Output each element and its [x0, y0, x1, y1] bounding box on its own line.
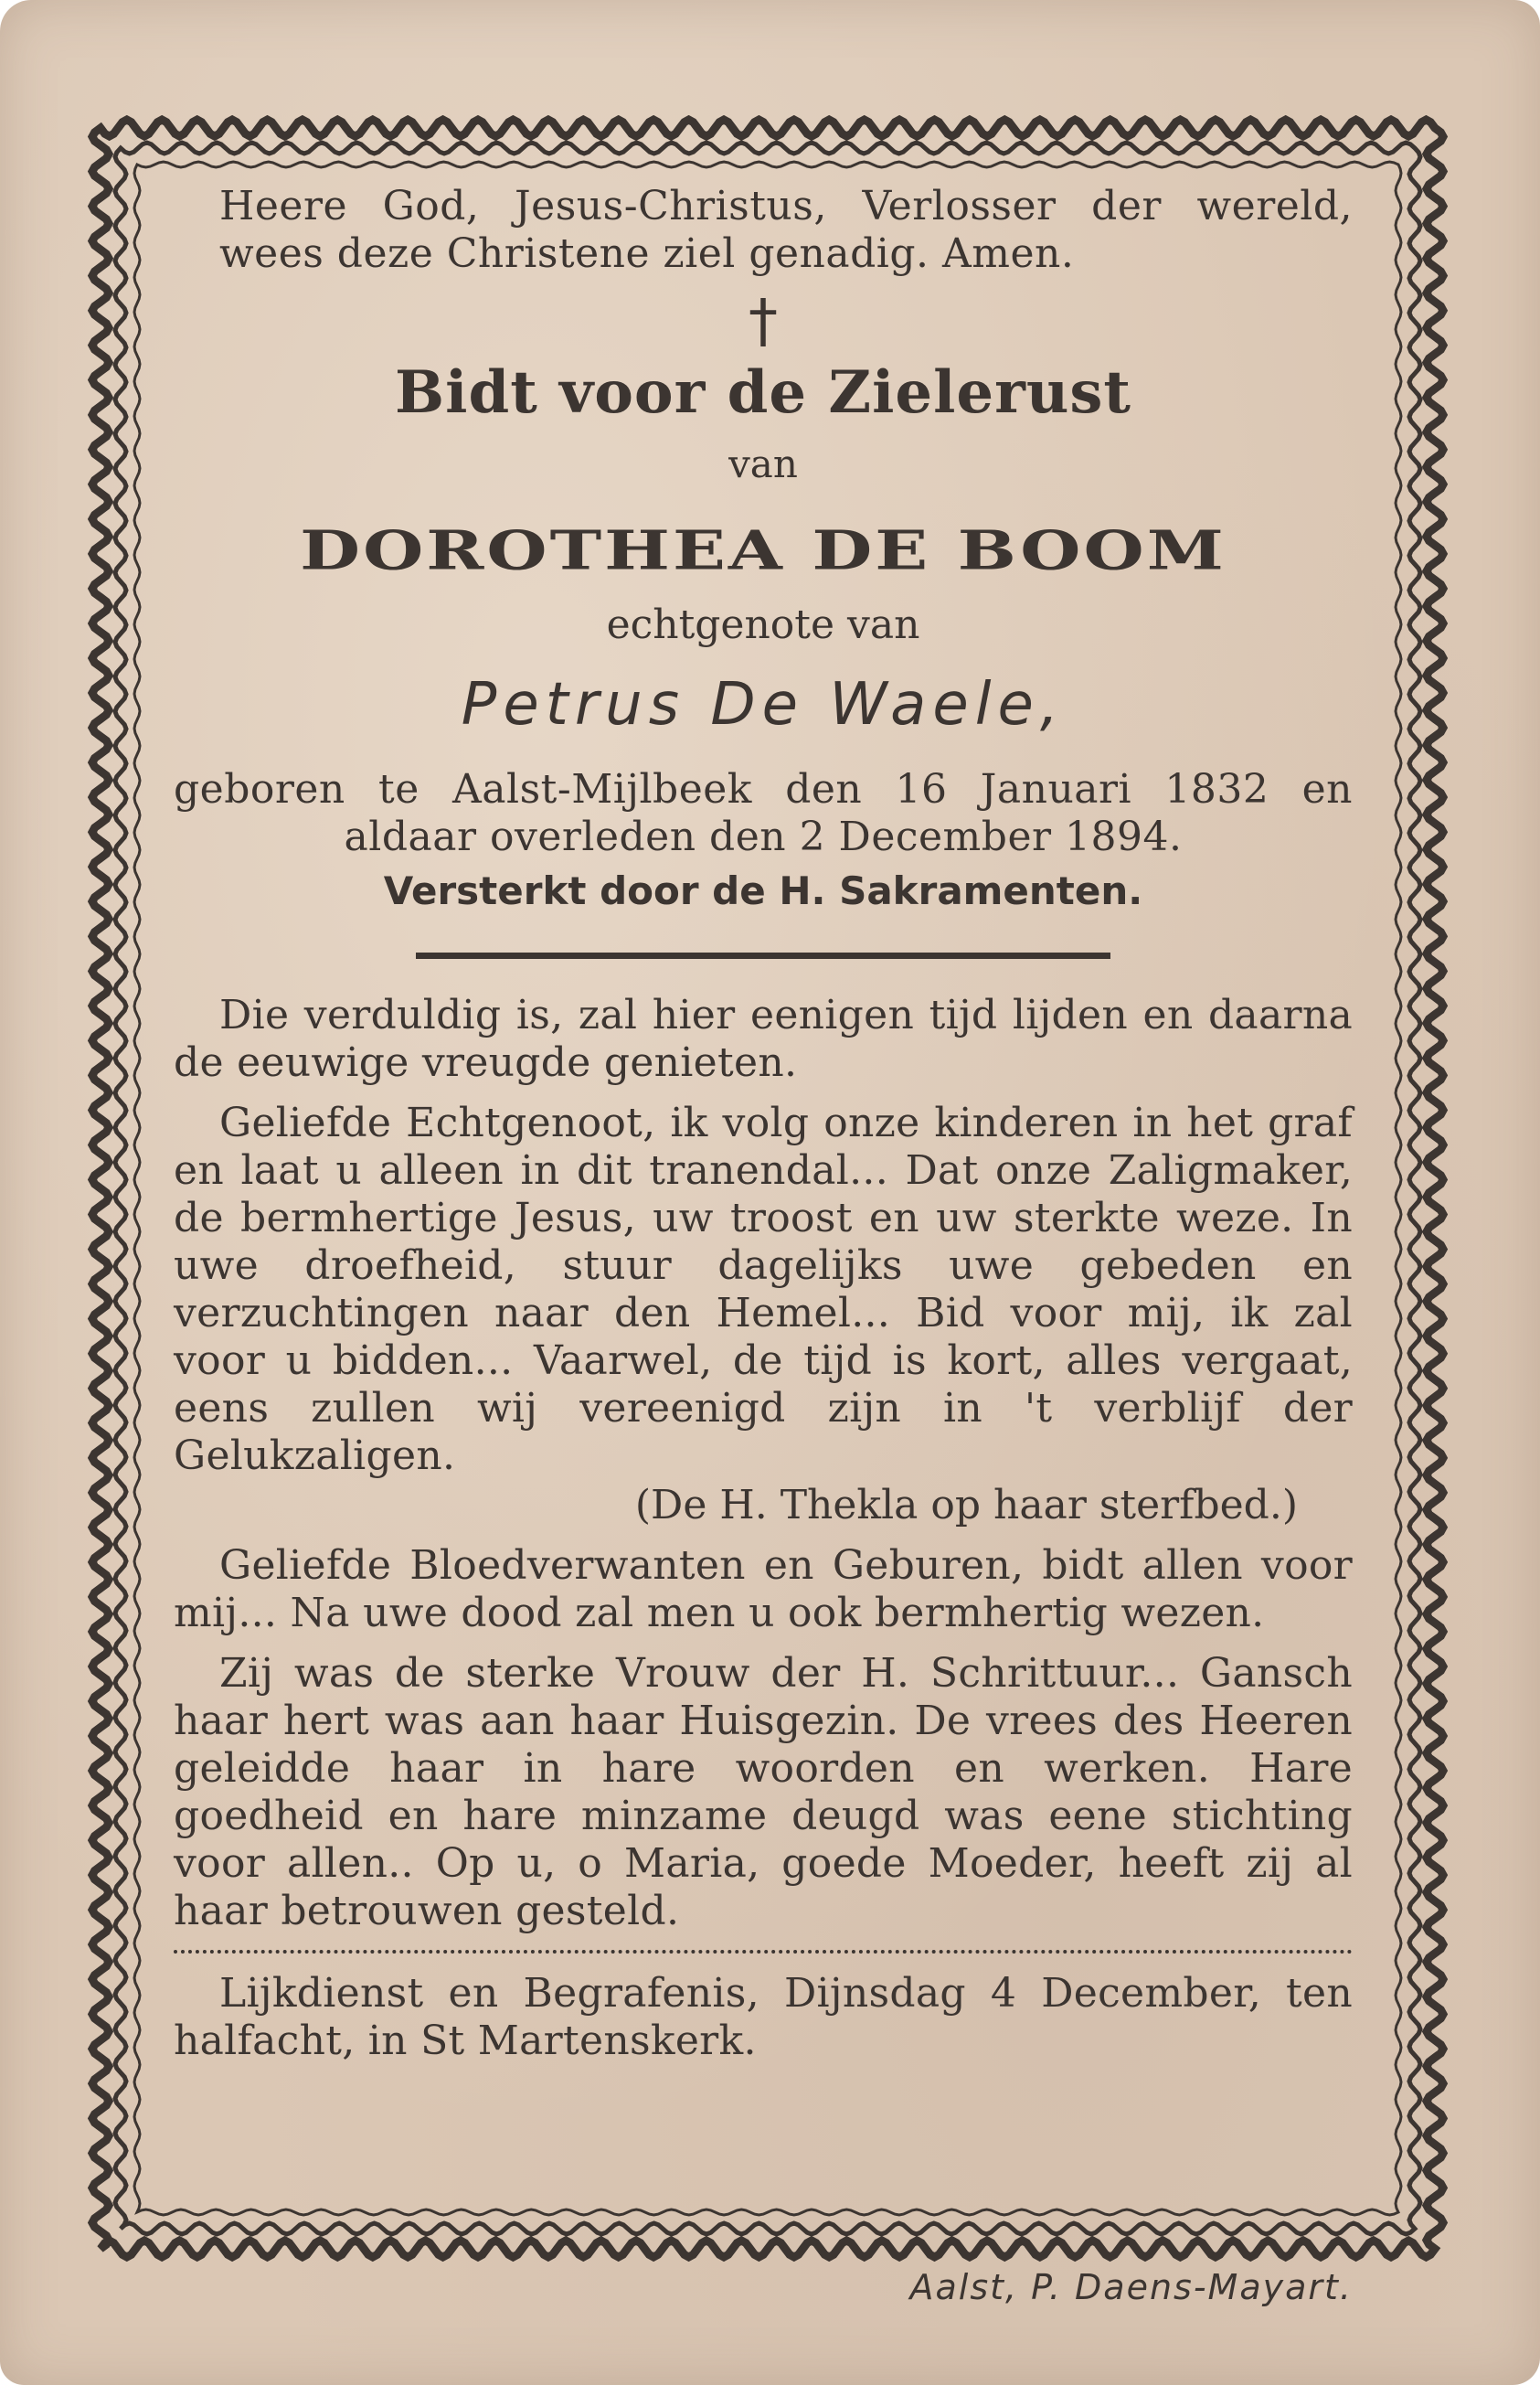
paragraph: Die verduldig is, zal hier eenigen tijd lijden en daarna de eeuwige vreugde genieten. — [174, 992, 1353, 1086]
opening-prayer: Heere God, Jesus-Christus, Verlosser der wereld, wees deze Christene ziel genadig. Amen. — [219, 183, 1353, 277]
attribution: (De H. Thekla op haar sterfbed.) — [634, 1482, 1298, 1528]
birth-death-text: geboren te Aalst-Mijlbeek den 16 Januari 1832 en aldaar overleden den 2 December 1894. — [174, 766, 1353, 860]
paragraph: Geliefde Echtgenoot, ik volg onze kinderen in het graf en laat u alleen in dit tranendal... Dat onze Zaligmaker, de bermhertige Jesus, uw troost en uw sterkte weze. In uwe droefheid, stuur dagelijks uwe gebeden en verzuchtingen naar den Hemel... Bid voor mij, ik zal voor u bidden... Vaarwel, de tijd is kort, alles vergaat, eens zullen wij vereenigd zijn in 't verblijf der Gelukzaligen. — [174, 1100, 1353, 1479]
card-content — [174, 183, 1353, 2078]
funeral-notice: Lijkdienst en Begrafenis, Dijnsdag 4 December, ten halfacht, in St Martenskerk. — [174, 1970, 1353, 2064]
spouse-name: Petrus De Waele, — [461, 671, 1066, 739]
paragraph: Geliefde Bloedverwanten en Geburen, bidt allen voor mij... Na uwe dood zal men u ook bermhertig wezen. — [174, 1542, 1353, 1636]
page-title: Bidt voor de Zielerust — [395, 358, 1131, 427]
deceased-name: DOROTHEA DE BOOM — [300, 517, 1227, 582]
dotted-divider — [174, 1950, 1353, 1954]
divider-rule — [416, 953, 1110, 959]
printer-imprint: Aalst, P. Daens-Mayart. — [909, 2267, 1353, 2307]
paragraph: Zij was de sterke Vrouw der H. Schrittuur... Gansch haar hert was aan haar Huisgezin. De vrees des Heeren geleidde haar in hare woorden en werken. Hare goedheid en hare minzame deugd was eene stichting voor allen.. Op u, o Maria, goede Moeder, heeft zij al haar betrouwen gesteld. — [174, 1650, 1353, 1934]
cross-icon: † — [749, 288, 778, 356]
spouse-label: echtgenote van — [606, 602, 920, 648]
sacraments-text: Versterkt door de H. Sakramenten. — [383, 868, 1143, 913]
van-label: van — [728, 442, 798, 486]
